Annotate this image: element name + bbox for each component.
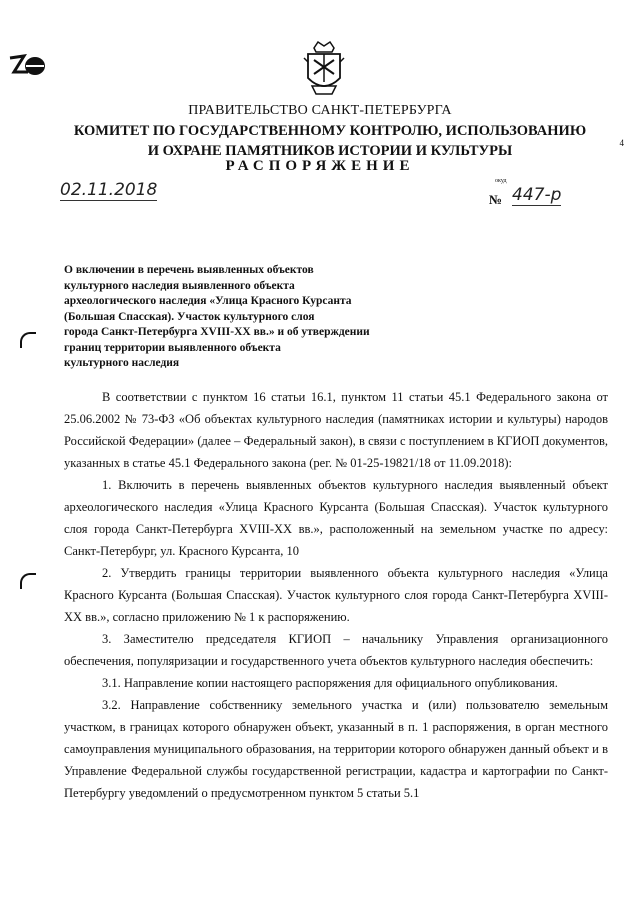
- committee-title-line: КОМИТЕТ ПО ГОСУДАРСТВЕННОМУ КОНТРОЛЮ, ИСПОЛЬЗОВАНИЮ: [73, 123, 587, 139]
- body-paragraph: В соответствии с пунктом 16 статьи 16.1, пунктом 11 статьи 45.1 Федерального закона от 25.06.2002 № 73-ФЗ «Об объектах культурного наследия (памятниках истории и культуры) народов Российской Федерации» (далее – Федеральный закон), в связи с поступлением в КГИОП документов, указанных в статье 45.1 Федерального закона (рег. № 01-25-19821/18 от 11.09.2018):: [64, 390, 608, 470]
- committee-title-line: И ОХРАНЕ ПАМЯТНИКОВ ИСТОРИИ И КУЛЬТУРЫ: [147, 143, 513, 159]
- body-paragraph: 3.1. Направление копии настоящего распоряжения для официального опубликования.: [102, 676, 558, 690]
- subject-line: археологического наследия «Улица Красного Курсанта: [64, 295, 352, 307]
- subject-line: границ территории выявленного объекта: [64, 341, 281, 354]
- subject-line: (Большая Спасская). Участок культурного слоя: [64, 310, 315, 323]
- subject-line: культурного наследия: [64, 357, 180, 369]
- body-paragraph: 3. Заместителю председателя КГИОП – начальнику Управления организационного обеспечения, популяризации и государственного учета объектов культурного наследия обеспечить:: [64, 632, 608, 668]
- subject-line: культурного наследия выявленного объекта: [64, 279, 295, 292]
- document-subject: [64, 263, 484, 372]
- stamp-mark-icon: [6, 50, 48, 86]
- okud-label: окуд: [495, 178, 507, 184]
- margin-bracket-icon: [20, 332, 36, 348]
- page-mark: 4: [619, 138, 624, 148]
- saint-petersburg-coat-of-arms-icon: [298, 38, 350, 102]
- committee-title: [40, 121, 620, 161]
- document-number: 447-р: [512, 185, 562, 205]
- document-date: 02.11.2018: [60, 180, 158, 200]
- document-body: [64, 386, 608, 804]
- subject-line: О включении в перечень выявленных объектов: [64, 264, 314, 276]
- government-title: ПРАВИТЕЛЬСТВО САНКТ-ПЕТЕРБУРГА: [188, 103, 452, 118]
- body-paragraph: 1. Включить в перечень выявленных объектов культурного наследия выявленный объект археологического наследия «Улица Красного Курсанта (Большая Спасская). Участок культурного слоя города Санкт-Петербурга XVIII-XX вв.», расположенный на земельном участке по адресу: Санкт-Петербург, ул. Красного Курсанта, 10: [64, 478, 608, 558]
- margin-bracket-icon: [20, 573, 36, 589]
- document-type: РАСПОРЯЖЕНИЕ: [225, 158, 415, 174]
- number-label: №: [489, 192, 503, 207]
- body-paragraph: 3.2. Направление собственнику земельного участка и (или) пользователю земельным участком, в границах которого обнаружен объект, указанный в п. 1 распоряжения, в орган местного самоуправления муниципального образования, на территории которого обнаружен данный объект и в Управление Федеральной службы государственной регистрации, кадастра и картографии по Санкт-Петербургу уведомлений о предусмотренном пунктом 5 статьи 5.1: [64, 698, 608, 800]
- body-paragraph: 2. Утвердить границы территории выявленного объекта культурного наследия «Улица Красного Курсанта (Большая Спасская). Участок культурного слоя города Санкт-Петербурга XVIII-XX вв.», согласно приложению № 1 к распоряжению.: [64, 566, 608, 624]
- subject-line: города Санкт-Петербурга XVIII-XX вв.» и об утверждении: [64, 326, 370, 338]
